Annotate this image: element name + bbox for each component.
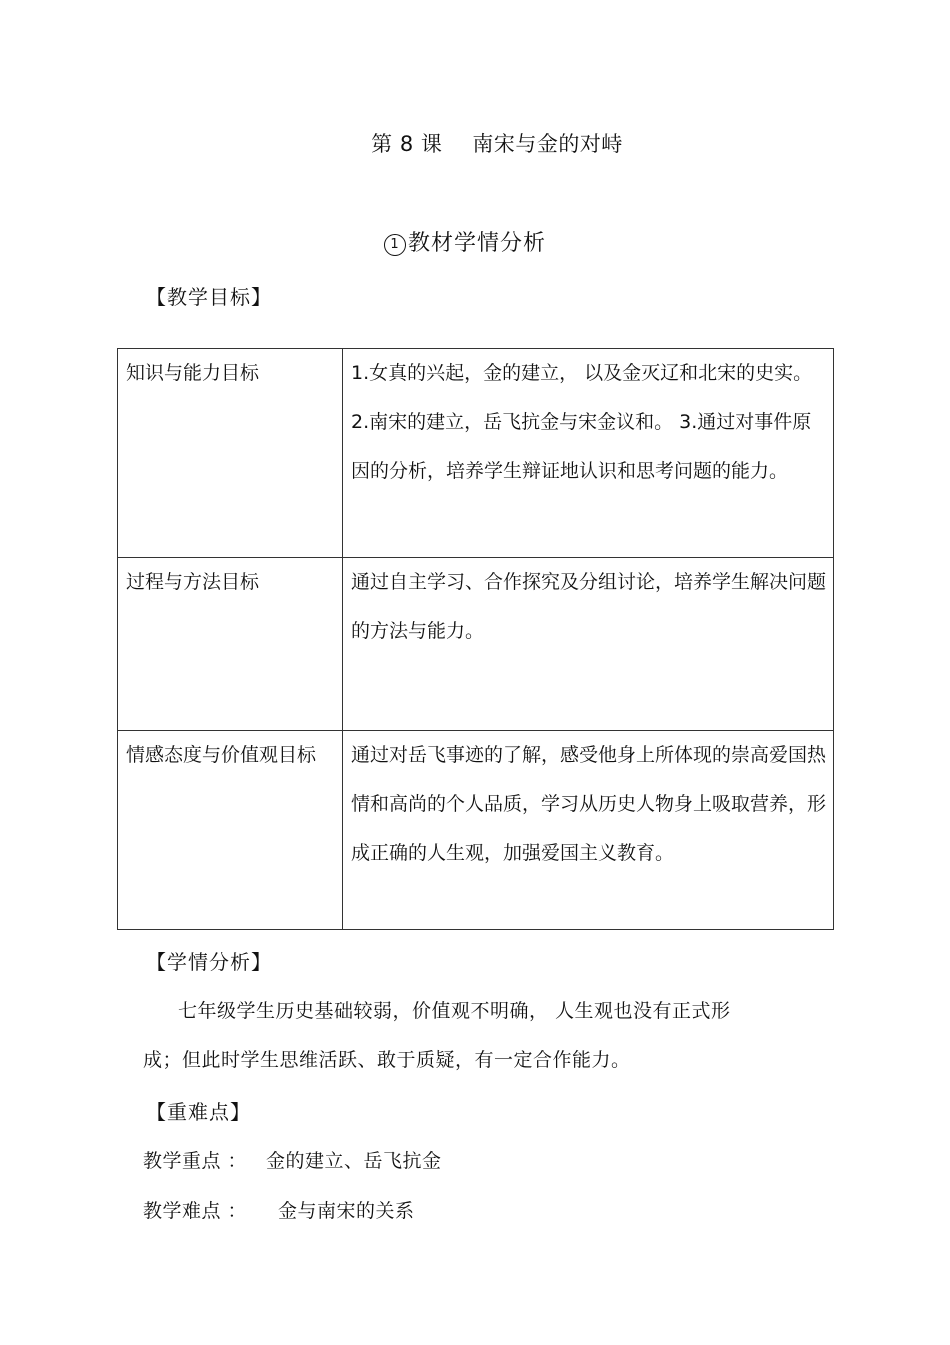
goal-content: 通过对岳飞事迹的了解，感受他身上所体现的崇高爱国热情和高尚的个人品质，学习从历史人物身上吸取营养，形成正确的人生观，加强爱国主义教育。: [343, 731, 834, 930]
analysis-line-2: 成；但此时学生思维活跃、敢于质疑，有一定合作能力。: [143, 1049, 631, 1071]
table-row: [118, 731, 834, 930]
goal-content: 1.女真的兴起，金的建立， 以及金灭辽和北宋的史实。2.南宋的建立，岳飞抗金与宋金议和。 3.通过对事件原因的分析，培养学生辩证地认识和思考问题的能力。: [343, 349, 834, 558]
focus-value: 金的建立、岳飞抗金: [266, 1150, 442, 1172]
teaching-goals-table: [117, 348, 834, 930]
analysis-line-1: 七年级学生历史基础较弱，价值观不明确， 人生观也没有正式形: [178, 1000, 731, 1022]
section-title: 教材学情分析: [408, 231, 547, 256]
section-heading: [384, 226, 546, 257]
focus-label: 教学重点 ：: [143, 1150, 248, 1172]
key-points-heading: 【重难点】: [146, 1100, 251, 1124]
table-row: [118, 558, 834, 731]
teaching-goals-heading: 【教学目标】: [146, 285, 272, 309]
lesson-title: [0, 128, 950, 158]
section-number-badge: 1: [384, 234, 406, 256]
table-row: [118, 349, 834, 558]
difficulty-value: 金与南宋的关系: [278, 1200, 415, 1222]
lesson-number: 第 8 课: [371, 132, 443, 156]
goal-label: 情感态度与价值观目标: [118, 731, 343, 930]
difficulty-label: 教学难点 ：: [143, 1200, 248, 1222]
goal-label: 过程与方法目标: [118, 558, 343, 731]
goal-label: 知识与能力目标: [118, 349, 343, 558]
analysis-heading: 【学情分析】: [146, 950, 272, 974]
lesson-name: 南宋与金的对峙: [472, 132, 623, 156]
goal-content: 通过自主学习、合作探究及分组讨论，培养学生解决问题的方法与能力。: [343, 558, 834, 731]
